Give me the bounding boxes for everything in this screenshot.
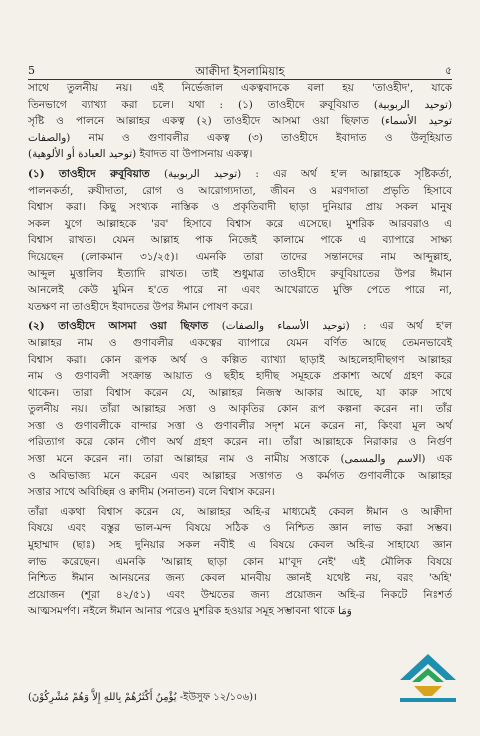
text-line: মুহাম্মাদ (ছাঃ) সহ দুনিয়ার সকল নবীই এ বিষয়ে কেবল অহি-র সাহায্যে জ্ঞান [28,539,452,552]
text-line: সকল যুগে আল্লাহকে 'রব' হিসাবে বিশ্বাস করে এসেছে। মুশরিক আরবরাও এ [28,217,452,230]
text-line: পরিত্যাগ করে কোন গৌণ অর্থ গ্রহণ করেন না। তাঁরা আল্লাহকে নিরাকার ও নির্গুণ [28,436,452,449]
text-line: আল্লাহর নাম ও গুণাবলীর একত্বের ব্যাপারে যেমন বর্ণিত আছে তেমনভাবেই [28,336,452,349]
text-line: তাঁরা একথা বিশ্বাস করেন যে, আল্লাহর অহি-র মাধ্যমেই কেবল ঈমান ও আক্বীদা [28,505,452,518]
text-line: তুলনীয় নয়। তাঁরা আল্লাহর সত্তা ও আকৃতির কোন রূপ কল্পনা করেন না। তাঁর [28,403,452,416]
text-line: আত্মসমর্পণ। নইলে ঈমান আনার পরেও মুশরিক হওয়ার সমূহ সম্ভাবনা থাকে وَمَا [28,605,352,618]
text-line: যতক্ষণ না তাওহীদে ইবাদতের উপর ঈমান পোষণ করে। [28,300,253,313]
paragraph [28,504,452,620]
text-line: সত্তা ও গুণাবলীকে বান্দার সত্তা ও গুণাবলীর সদৃশ মনে করেন না, কিংবা মূল অর্থ [28,419,452,432]
text-line: তিনভাগে ব্যাখ্যা করা চলে। যথা : (১) তাওহীদে রুবূবিয়াত (توحيد الربوبية) [28,98,452,111]
text-line: থাকেন। তারা বিশ্বাস করেন যে, আল্লাহর নিজস্ব আকার আছে, যা কারু সাথে [28,386,452,399]
text-line: ও অবিভাজ্য মনে করেন এবং আল্লাহর সত্তাগত ও কর্মগত গুণাবলীকে আল্লাহর [28,469,452,482]
paragraph [28,318,452,501]
text-line: আনলেই কেউ মুমিন হ'তে পারে না এবং আখেরাতে মুক্তি পেতে পারে না, [28,284,452,297]
paragraph [28,80,452,163]
paragraph-gap [28,620,452,623]
text-line: আব্দুল মুত্তালিব ইত্যাদি রাখত। তাই শুধুমাত্র তাওহীদে রুবূবিয়াতের উপর ঈমান [28,267,452,280]
text-line: والصفات) নাম ও গুণাবলীর একত্ব (৩) তাওহীদে ইবাদাত ও উলূহিয়াত [28,131,452,144]
text-line: বিশ্বাস করা। কোন রূপক অর্থ ও কল্পিত ব্যাখ্যা ছাড়াই আহলেহাদীছগণ আল্লাহর [28,353,452,366]
page-title: আক্বীদা ইসলামিয়াহ [195,64,285,78]
section-heading: (২) তাওহীদে আসমা ওয়া ছিফাত [28,320,222,333]
text-line: সৃষ্টি ও পালনে আল্লাহর একত্ব (২) তাওহীদে আসমা ওয়া ছিফাত (توحيد الأسماء [28,115,453,128]
text-line: সত্তার সাথে অবিচ্ছিন্ন ও ক্বাদীম (সনাতন) বলে বিশ্বাস করেন। [28,486,275,499]
text-line: দিয়েছেন (লোকমান ৩১/২৫)। এমনকি তারা তাদের সন্তানদের নাম আব্দুল্লাহ, [28,250,452,263]
text-line: লাভ করেছেন। এমনকি 'আল্লাহ ছাড়া কোন মা'বূদ নেই' এই মৌলিক বিষয়ে [28,555,452,568]
page-number-left: 5 [28,64,35,77]
text-line: প্রয়োজন (শূরা ৪২/৫১) এবং উম্মতের জন্য প্রয়োজন অহি-র নিকটে নিঃশর্ত [28,588,452,601]
text-line: নিশ্চিত ঈমান আনয়নের জন্য কেবল মানবীয় জ্ঞানই যথেষ্ট নয়, বরং 'অহি' [28,572,452,585]
page-header [28,60,452,78]
text-line: পালনকর্তা, রুযীদাতা, রোগ ও আরোগ্যদাতা, জীবন ও মরণদাতা প্রভৃতি হিসাবে [28,184,452,197]
section-heading: (১) তাওহীদে রুবূবিয়াত [28,167,164,180]
paragraph [28,166,452,315]
text-line: (১) তাওহীদে রুবূবিয়াত (توحيد الربوبية) : এর অর্থ হ'ল আল্লাহকে সৃষ্টিকর্তা, [28,167,452,180]
page-body [28,80,452,623]
page-number-right: ৫ [444,64,452,77]
text-line: (২) তাওহীদে আসমা ওয়া ছিফাত (توحيد الأسماء والصفات) : এর অর্থ হ'ল [28,320,453,333]
footer-verse: (يُؤْمِنُ أَكْثَرُهُمْ بِاللهِ إِلاَّ وَهُمْ مُشْرِكُوْنَ -ইউসুফ ১২/১০৬)। [28,692,257,703]
text-line: বিশ্বাস করা। কিছু সংখ্যক নাস্তিক ও প্রকৃতিবাদী ছাড়া দুনিয়ার প্রায় সকল মানুষ [28,201,452,214]
text-line: বিশ্বাস রাখত। যেমন আল্লাহ পাক নিজেই কালামে পাকে এ ব্যাপারে সাক্ষ্য [28,234,452,247]
text-line: (توحيد العبادة أو الألوهية) ইবাদত বা উপাসনায় একত্ব। [28,148,253,161]
text-line: সাথে তুলনীয় নয়। এই নির্ভেজাল একত্ববাদকে বলা হয় 'তাওহীদ', যাকে [28,82,452,94]
text-line: বিষয়ে এবং বস্তুর ভাল-মন্দ বিষয়ে সঠিক ও নিশ্চিত জ্ঞান লাভ করা সম্ভব। [28,522,452,535]
publisher-logo-icon [394,650,462,706]
text-line: নাম ও গুণাবলী সংক্রান্ত আয়াত ও ছহীহ হাদীছ সমূহকে প্রকাশ্য অর্থে গ্রহণ করে [28,370,452,383]
text-line: সত্তা মনে করেন না। তারা আল্লাহর নাম ও নামীয় সত্তাকে (الاسم والمسمى) এক [28,453,452,466]
